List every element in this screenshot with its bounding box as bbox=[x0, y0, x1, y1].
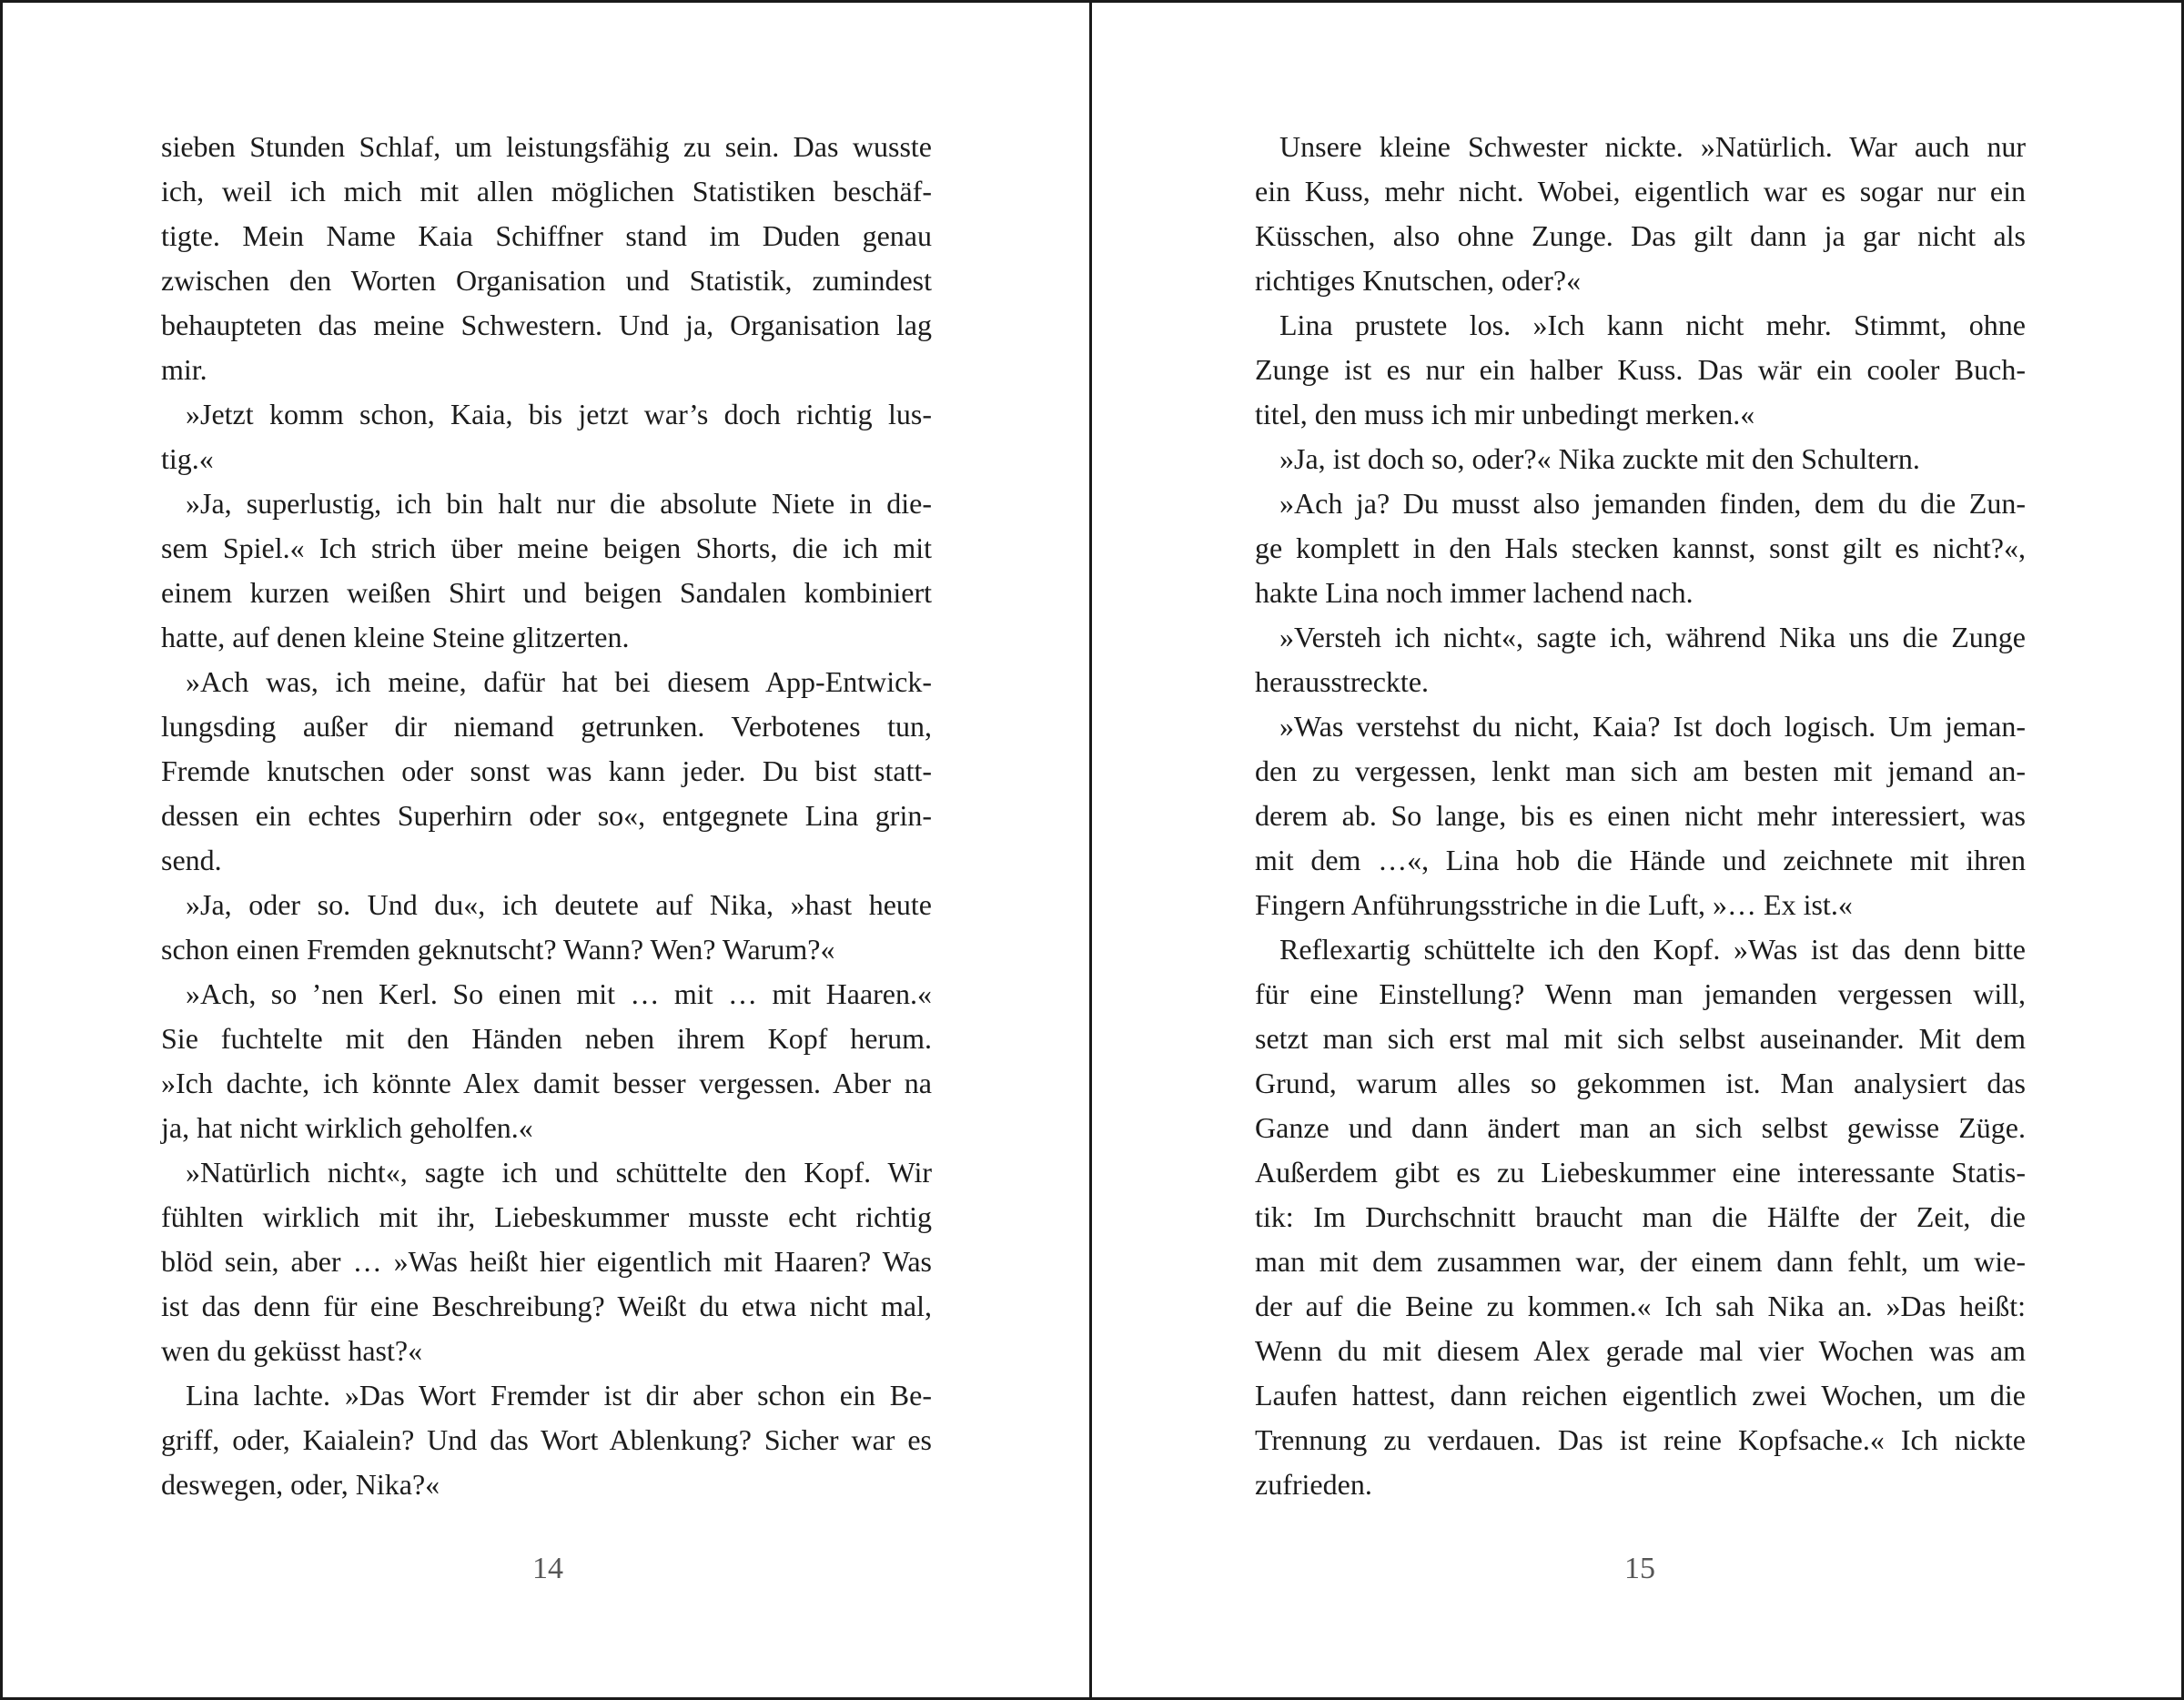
text-line: send. bbox=[161, 844, 222, 876]
text-line: Sie fuchtelte mit den Händen neben ihrem Kopf herum. bbox=[161, 1022, 932, 1055]
text-line: für eine Einstellung? Wenn man jemanden vergessen will, bbox=[1255, 977, 2026, 1010]
text-line: griff, oder, Kaialein? Und das Wort Ablenkung? Sicher war es bbox=[161, 1423, 932, 1456]
text-line: herausstreckte. bbox=[1255, 665, 1430, 698]
text-line: Küsschen, also ohne Zunge. Das gilt dann ja gar nicht als bbox=[1255, 219, 2026, 252]
text-line: »Ja, superlustig, ich bin halt nur die absolute Niete in die- bbox=[186, 487, 932, 520]
text-line: ein Kuss, mehr nicht. Wobei, eigentlich war es sogar nur ein bbox=[1255, 175, 2026, 207]
text-line: lungsding außer dir niemand getrunken. Verbotenes tun, bbox=[161, 710, 932, 743]
page-number: 14 bbox=[532, 1552, 563, 1585]
text-line: tigte. Mein Name Kaia Schiffner stand im Duden genau bbox=[161, 219, 932, 252]
text-line: Grund, warum alles so gekommen ist. Man analysiert das bbox=[1255, 1067, 2026, 1099]
text-line: Außerdem gibt es zu Liebeskummer eine interessante Statis- bbox=[1255, 1156, 2026, 1189]
text-line: ja, hat nicht wirklich geholfen.« bbox=[161, 1111, 533, 1144]
text-line: blöd sein, aber … »Was heißt hier eigentlich mit Haaren? Was bbox=[161, 1245, 932, 1278]
text-line: hakte Lina noch immer lachend nach. bbox=[1255, 576, 1694, 609]
text-line: »Was verstehst du nicht, Kaia? Ist doch logisch. Um jeman- bbox=[1279, 710, 2026, 743]
text-line: Lina prustete los. »Ich kann nicht mehr. Stimmt, ohne bbox=[1279, 309, 2026, 341]
text-line: dessen ein echtes Superhirn oder so«, entgegnete Lina grin- bbox=[161, 799, 932, 832]
text-line: zufrieden. bbox=[1255, 1468, 1372, 1501]
text-line: »Ich dachte, ich könnte Alex damit besser vergessen. Aber na bbox=[161, 1067, 932, 1099]
text-line: derem ab. So lange, bis es einen nicht mehr interessiert, was bbox=[1255, 799, 2026, 832]
text-line: Laufen hattest, dann reichen eigentlich zwei Wochen, um die bbox=[1255, 1379, 2026, 1412]
text-line: ich, weil ich mich mit allen möglichen Statistiken beschäf- bbox=[161, 175, 932, 207]
text-line: titel, den muss ich mir unbedingt merken.« bbox=[1255, 398, 1755, 430]
text-line: ist das denn für eine Beschreibung? Weißt du etwa nicht mal, bbox=[161, 1290, 932, 1322]
right-page-text bbox=[1255, 125, 2026, 1507]
text-line: setzt man sich erst mal mit sich selbst auseinander. Mit dem bbox=[1255, 1022, 2026, 1055]
text-line: Ganze und dann ändert man an sich selbst gewisse Züge. bbox=[1255, 1111, 2026, 1144]
text-line: mit dem …«, Lina hob die Hände und zeichnete mit ihren bbox=[1255, 844, 2026, 876]
text-line: tik: Im Durchschnitt braucht man die Hälfte der Zeit, die bbox=[1255, 1200, 2026, 1233]
text-line: wen du geküsst hast?« bbox=[161, 1334, 423, 1367]
text-line: behaupteten das meine Schwestern. Und ja, Organisation lag bbox=[161, 309, 932, 341]
text-line: sem Spiel.« Ich strich über meine beigen Shorts, die ich mit bbox=[161, 531, 932, 564]
text-line: mir. bbox=[161, 353, 207, 386]
text-line: »Versteh ich nicht«, sagte ich, während Nika uns die Zunge bbox=[1279, 621, 2026, 653]
text-line: fühlten wirklich mit ihr, Liebeskummer musste echt richtig bbox=[161, 1200, 932, 1233]
left-page bbox=[0, 0, 1089, 1700]
text-line: den zu vergessen, lenkt man sich am besten mit jemand an- bbox=[1255, 754, 2026, 787]
text-line: »Natürlich nicht«, sagte ich und schüttelte den Kopf. Wir bbox=[186, 1156, 932, 1189]
text-line: deswegen, oder, Nika?« bbox=[161, 1468, 440, 1501]
text-line: Unsere kleine Schwester nickte. »Natürlich. War auch nur bbox=[1279, 130, 2026, 163]
text-line: zwischen den Worten Organisation und Statistik, zumindest bbox=[161, 264, 932, 297]
text-line: man mit dem zusammen war, der einem dann fehlt, um wie- bbox=[1255, 1245, 2026, 1278]
text-line: richtiges Knutschen, oder?« bbox=[1255, 264, 1582, 297]
text-line: Wenn du mit diesem Alex gerade mal vier Wochen was am bbox=[1255, 1334, 2026, 1367]
text-line: »Ja, oder so. Und du«, ich deutete auf Nika, »hast heute bbox=[186, 888, 932, 921]
text-line: tig.« bbox=[161, 442, 214, 475]
right-page bbox=[1092, 0, 2181, 1700]
text-line: sieben Stunden Schlaf, um leistungsfähig zu sein. Das wusste bbox=[161, 130, 932, 163]
text-line: Reflexartig schüttelte ich den Kopf. »Was ist das denn bitte bbox=[1279, 933, 2026, 966]
text-line: »Ach, so ’nen Kerl. So einen mit … mit … mit Haaren.« bbox=[186, 977, 932, 1010]
text-line: »Ach ja? Du musst also jemanden finden, dem du die Zun- bbox=[1279, 487, 2026, 520]
text-line: »Ja, ist doch so, oder?« Nika zuckte mit den Schultern. bbox=[1279, 442, 1920, 475]
page-number: 15 bbox=[1624, 1552, 1655, 1585]
text-line: »Ach was, ich meine, dafür hat bei diesem App-Entwick- bbox=[186, 665, 932, 698]
text-line: ge komplett in den Hals stecken kannst, sonst gilt es nicht?«, bbox=[1255, 531, 2026, 564]
text-line: Lina lachte. »Das Wort Fremder ist dir aber schon ein Be- bbox=[186, 1379, 932, 1412]
text-line: Zunge ist es nur ein halber Kuss. Das wär ein cooler Buch- bbox=[1255, 353, 2026, 386]
text-line: Fingern Anführungsstriche in die Luft, »… Ex ist.« bbox=[1255, 888, 1853, 921]
text-line: hatte, auf denen kleine Steine glitzerten. bbox=[161, 621, 630, 653]
text-line: einem kurzen weißen Shirt und beigen Sandalen kombiniert bbox=[161, 576, 932, 609]
text-line: Fremde knutschen oder sonst was kann jeder. Du bist statt- bbox=[161, 754, 932, 787]
text-line: Trennung zu verdauen. Das ist reine Kopfsache.« Ich nickte bbox=[1255, 1423, 2026, 1456]
left-page-text bbox=[161, 125, 932, 1507]
text-line: »Jetzt komm schon, Kaia, bis jetzt war’s doch richtig lus- bbox=[186, 398, 932, 430]
text-line: schon einen Fremden geknutscht? Wann? Wen? Warum?« bbox=[161, 933, 835, 966]
text-line: der auf die Beine zu kommen.« Ich sah Nika an. »Das heißt: bbox=[1255, 1290, 2026, 1322]
